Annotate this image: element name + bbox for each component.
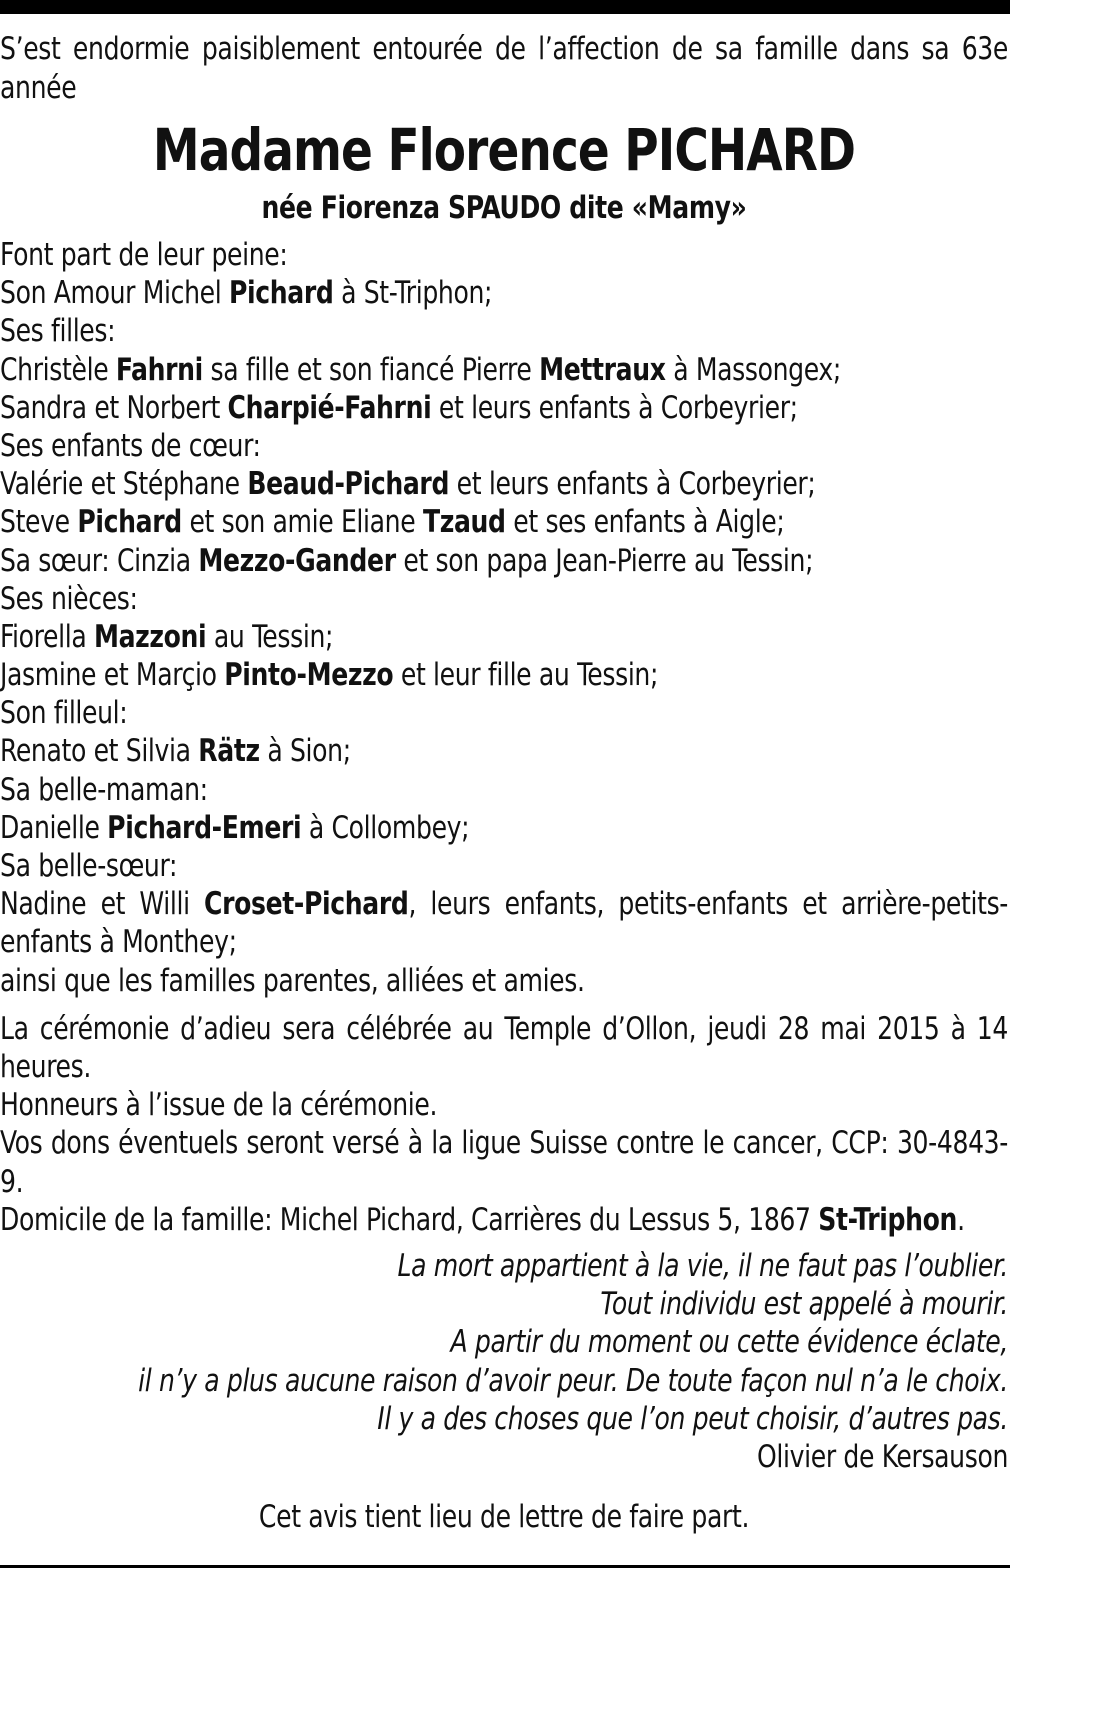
family-line [0, 732, 1008, 770]
family-text: et leurs enfants à Corbeyrier; [431, 389, 798, 426]
family-text: Fiorella [0, 618, 94, 655]
family-text: Son Amour Michel [0, 275, 229, 312]
family-text: Steve [0, 504, 78, 541]
quote-author: Olivier de Kersauson [757, 1439, 1008, 1476]
family-text: Valérie et Stéphane [0, 466, 248, 503]
birth-name: née Fiorenza SPAUDO dite «Mamy» [261, 190, 747, 226]
family-text: ainsi que les familles parentes, alliées et amies. [0, 962, 585, 999]
deceased-name: Madame Florence PICHARD [152, 116, 856, 184]
family-line [0, 236, 1008, 274]
family-surname: Mazzoni [93, 618, 207, 655]
family-surname: Mettraux [539, 351, 666, 388]
family-text: à Massongex; [665, 351, 841, 388]
family-line [0, 503, 1008, 541]
family-domicile [0, 1201, 1008, 1239]
family-line [0, 771, 1008, 809]
family-line [0, 274, 1008, 312]
family-line [0, 427, 1008, 465]
family-text: et son papa Jean-Pierre au Tessin; [395, 542, 814, 579]
family-line [0, 809, 1008, 847]
notice-content [0, 30, 1008, 1536]
domicile-end: . [957, 1201, 965, 1238]
quote-line: La mort appartient à la vie, il ne faut pas l’oublier. [397, 1248, 1008, 1284]
family-line [0, 656, 1008, 694]
family-line [0, 389, 1008, 427]
family-text: Font part de leur peine: [0, 237, 288, 273]
family-surname: Rätz [198, 733, 260, 770]
ceremony-details [0, 1010, 1008, 1239]
family-line [0, 312, 1008, 350]
family-text: , leurs enfants, petits-enfants et arrière-petits-enfants à Monthey; [0, 886, 1008, 961]
family-list [0, 236, 1008, 1000]
quote-line: il n’y a plus aucune raison d’avoir peur. De toute façon nul n’a le choix. [138, 1362, 1008, 1399]
family-text: et leurs enfants à Corbeyrier; [449, 466, 816, 503]
ceremony-service: La cérémonie d’adieu sera célébrée au Temple d’Ollon, jeudi 28 mai 2015 à 14 heures. [0, 1010, 1008, 1085]
family-text: Sa belle-sœur: [0, 848, 178, 884]
quote-line: Il y a des choses que l’on peut choisir, d’autres pas. [377, 1400, 1009, 1437]
family-text: sa fille et son fiancé Pierre [202, 351, 540, 388]
family-text: au Tessin; [206, 618, 334, 655]
family-text: Sa sœur: Cinzia [0, 542, 199, 579]
family-line [0, 542, 1008, 580]
family-text: Danielle [0, 809, 108, 846]
top-rule [0, 0, 1010, 14]
family-line [0, 694, 1008, 732]
family-text: Sandra et Norbert [0, 389, 228, 426]
ceremony-donations: Vos dons éventuels seront versé à la ligue Suisse contre le cancer, CCP: 30-4843-9. [0, 1125, 1008, 1200]
family-surname: Pichard [77, 504, 182, 541]
family-surname: Croset-Pichard [204, 886, 409, 923]
intro-text: S’est endormie paisiblement entourée de l’affection de sa famille dans sa 63e année [0, 31, 1008, 106]
domicile-place: St-Triphon [818, 1201, 958, 1238]
family-text: et leur fille au Tessin; [393, 657, 659, 694]
family-surname: Fahrni [115, 351, 203, 388]
family-text: Renato et Silvia [0, 733, 199, 770]
family-text: Ses filles: [0, 313, 116, 350]
family-surname: Pichard-Emeri [107, 809, 302, 846]
family-text: Ses nièces: [0, 580, 138, 617]
family-text: Ses enfants de cœur: [0, 427, 261, 464]
family-surname: Tzaud [422, 504, 506, 541]
family-text: Son filleul: [0, 695, 128, 732]
domicile-text: Domicile de la famille: Michel Pichard, Carrières du Lessus 5, 1867 [0, 1201, 819, 1238]
ceremony-honours: Honneurs à l’issue de la cérémonie. [0, 1087, 438, 1124]
family-text: Nadine et Willi [0, 886, 205, 923]
family-surname: Mezzo-Gander [198, 542, 396, 579]
quote-block [0, 1247, 1008, 1476]
quote-line: A partir du moment ou cette évidence éclate, [450, 1324, 1008, 1361]
bottom-rule [0, 1565, 1010, 1568]
family-surname: Pichard [228, 275, 334, 312]
family-text: Christèle [0, 351, 116, 388]
family-surname: Pinto-Mezzo [224, 657, 394, 694]
family-line [0, 962, 1008, 1000]
quote-line: Tout individu est appelé à mourir. [600, 1286, 1008, 1323]
family-text: Jasmine et Marçio [0, 657, 225, 694]
family-text: à Sion; [259, 733, 351, 770]
family-line [0, 351, 1008, 389]
family-line [0, 618, 1008, 656]
family-line [0, 465, 1008, 503]
family-text: à St-Triphon; [333, 275, 493, 312]
family-line [0, 847, 1008, 885]
family-text: à Collombey; [301, 809, 470, 846]
family-text: Sa belle-maman: [0, 771, 208, 808]
family-surname: Beaud-Pichard [247, 466, 450, 503]
footer-note: Cet avis tient lieu de lettre de faire part. [258, 1499, 750, 1536]
family-line [0, 580, 1008, 618]
family-surname: Charpié-Fahrni [227, 389, 432, 426]
family-line [0, 885, 1008, 961]
family-text: et son amie Eliane [181, 504, 423, 541]
family-text: et ses enfants à Aigle; [505, 504, 785, 541]
